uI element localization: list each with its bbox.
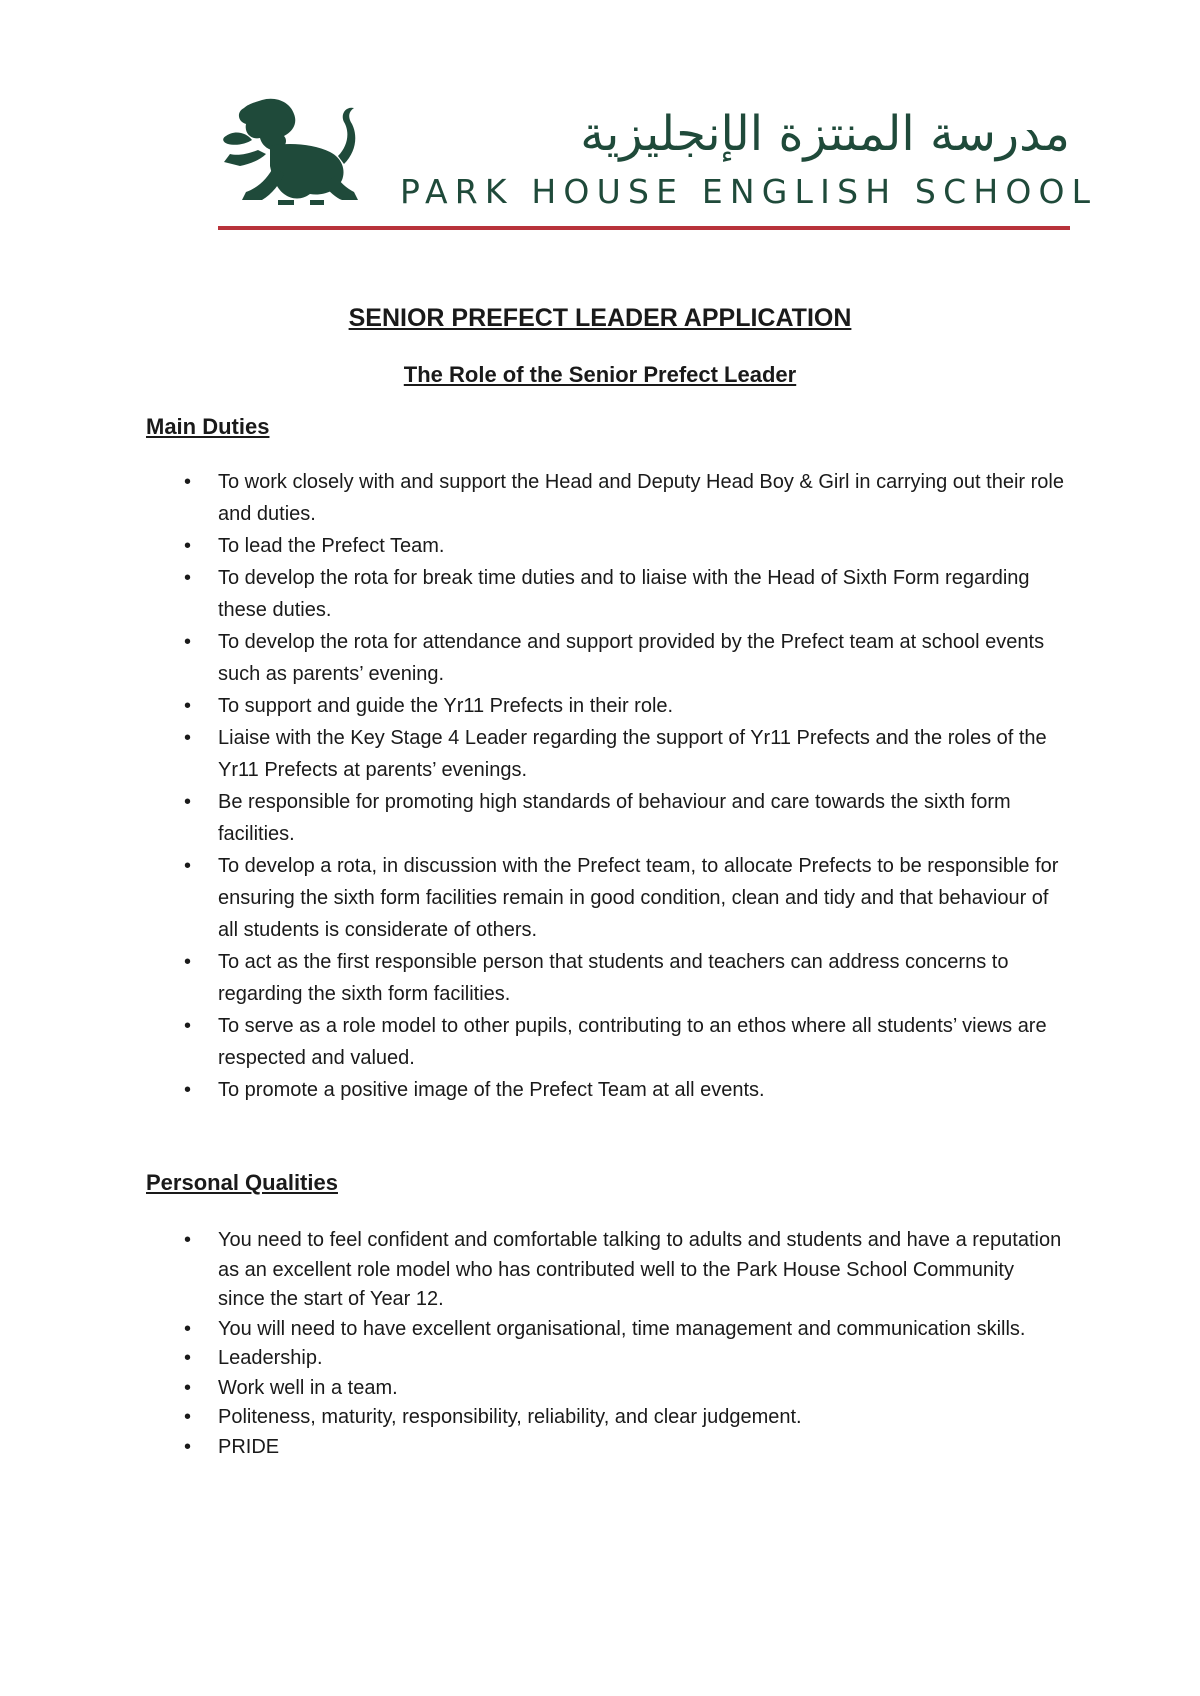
list-item-text: Work well in a team.	[218, 1376, 398, 1399]
bullet-icon: •	[184, 1317, 192, 1340]
bullet-icon: •	[184, 631, 192, 653]
bullet-icon: •	[184, 951, 192, 973]
list-item-text: Be responsible for promoting high standards of behaviour and care towards the sixth form facilities.	[218, 791, 1011, 845]
bullet-icon: •	[184, 1229, 192, 1251]
bullet-icon: •	[184, 471, 192, 493]
list-item	[146, 466, 1066, 530]
list-item-text: To promote a positive image of the Prefect Team at all events.	[218, 1079, 765, 1101]
list-item	[146, 1403, 1066, 1433]
bullet-icon: •	[184, 855, 192, 877]
school-name-english: PARK HOUSE ENGLISH SCHOOL	[400, 172, 1098, 211]
list-item-text: Politeness, maturity, responsibility, reliability, and clear judgement.	[218, 1406, 802, 1428]
list-item	[146, 946, 1066, 1010]
list-item	[146, 1344, 1066, 1374]
list-item	[146, 1374, 1066, 1404]
list-item-text: Liaise with the Key Stage 4 Leader regarding the support of Yr11 Prefects and the roles of the Yr11 Prefects at parents’ evenings.	[218, 727, 1047, 781]
list-item	[146, 722, 1066, 786]
bullet-icon: •	[184, 1406, 192, 1428]
list-item-text: To lead the Prefect Team.	[218, 535, 445, 557]
bullet-icon: •	[184, 1435, 192, 1458]
list-item-text: To develop the rota for attendance and support provided by the Prefect team at school events such as parents’ evening.	[218, 631, 1045, 685]
list-item	[146, 1226, 1066, 1315]
bullet-icon: •	[184, 727, 192, 749]
list-item-text: PRIDE	[218, 1435, 280, 1458]
list-item	[146, 1074, 1066, 1106]
bullet-icon: •	[184, 1015, 192, 1037]
bullet-icon: •	[184, 791, 192, 813]
bullet-icon: •	[184, 535, 192, 557]
list-item	[146, 690, 1066, 722]
list-item-text: To develop the rota for break time duties and to liaise with the Head of Sixth Form regarding these duties.	[218, 567, 1030, 621]
list-item-text: To act as the first responsible person that students and teachers can address concerns to regarding the sixth form facilities.	[218, 951, 1009, 1005]
school-name-arabic: مدرسة المنتزة الإنجليزية	[580, 106, 1070, 162]
list-item-text: Leadership.	[218, 1347, 323, 1369]
list-item	[146, 786, 1066, 850]
list-item-text: To work closely with and support the Head and Deputy Head Boy & Girl in carrying out their role and duties.	[218, 471, 1064, 525]
document-title: SENIOR PREFECT LEADER APPLICATION	[348, 304, 852, 332]
list-item	[146, 530, 1066, 562]
list-item	[146, 1433, 1066, 1463]
lion-crest-icon	[218, 96, 378, 208]
main-duties-list	[146, 466, 1066, 1106]
personal-qualities-heading: Personal Qualities	[146, 1170, 338, 1195]
list-item	[146, 562, 1066, 626]
bullet-icon: •	[184, 1079, 192, 1101]
list-item-text: You need to feel confident and comfortable talking to adults and students and have a reputation as an excellent role model who has contributed well to the Park House School Community since the start of Year 12.	[218, 1229, 1062, 1310]
bullet-icon: •	[184, 695, 192, 717]
document-subtitle: The Role of the Senior Prefect Leader	[403, 362, 797, 387]
bullet-icon: •	[184, 1347, 192, 1369]
list-item-text: To support and guide the Yr11 Prefects in their role.	[218, 695, 674, 717]
main-duties-heading: Main Duties	[146, 414, 270, 439]
bullet-icon: •	[184, 567, 192, 589]
list-item	[146, 1315, 1066, 1345]
list-item	[146, 1010, 1066, 1074]
list-item-text: You will need to have excellent organisational, time management and communication skills.	[218, 1317, 1026, 1340]
bullet-icon: •	[184, 1376, 192, 1399]
list-item-text: To serve as a role model to other pupils, contributing to an ethos where all students’ views are respected and valued.	[218, 1015, 1047, 1069]
personal-qualities-list	[146, 1226, 1066, 1462]
school-header	[218, 96, 1098, 236]
header-divider	[218, 226, 1070, 230]
list-item	[146, 626, 1066, 690]
list-item-text: To develop a rota, in discussion with the Prefect team, to allocate Prefects to be responsible for ensuring the sixth form facilities remain in good condition, clean and tidy and that behaviour of all students is considerate of others.	[218, 855, 1059, 941]
list-item	[146, 850, 1066, 946]
